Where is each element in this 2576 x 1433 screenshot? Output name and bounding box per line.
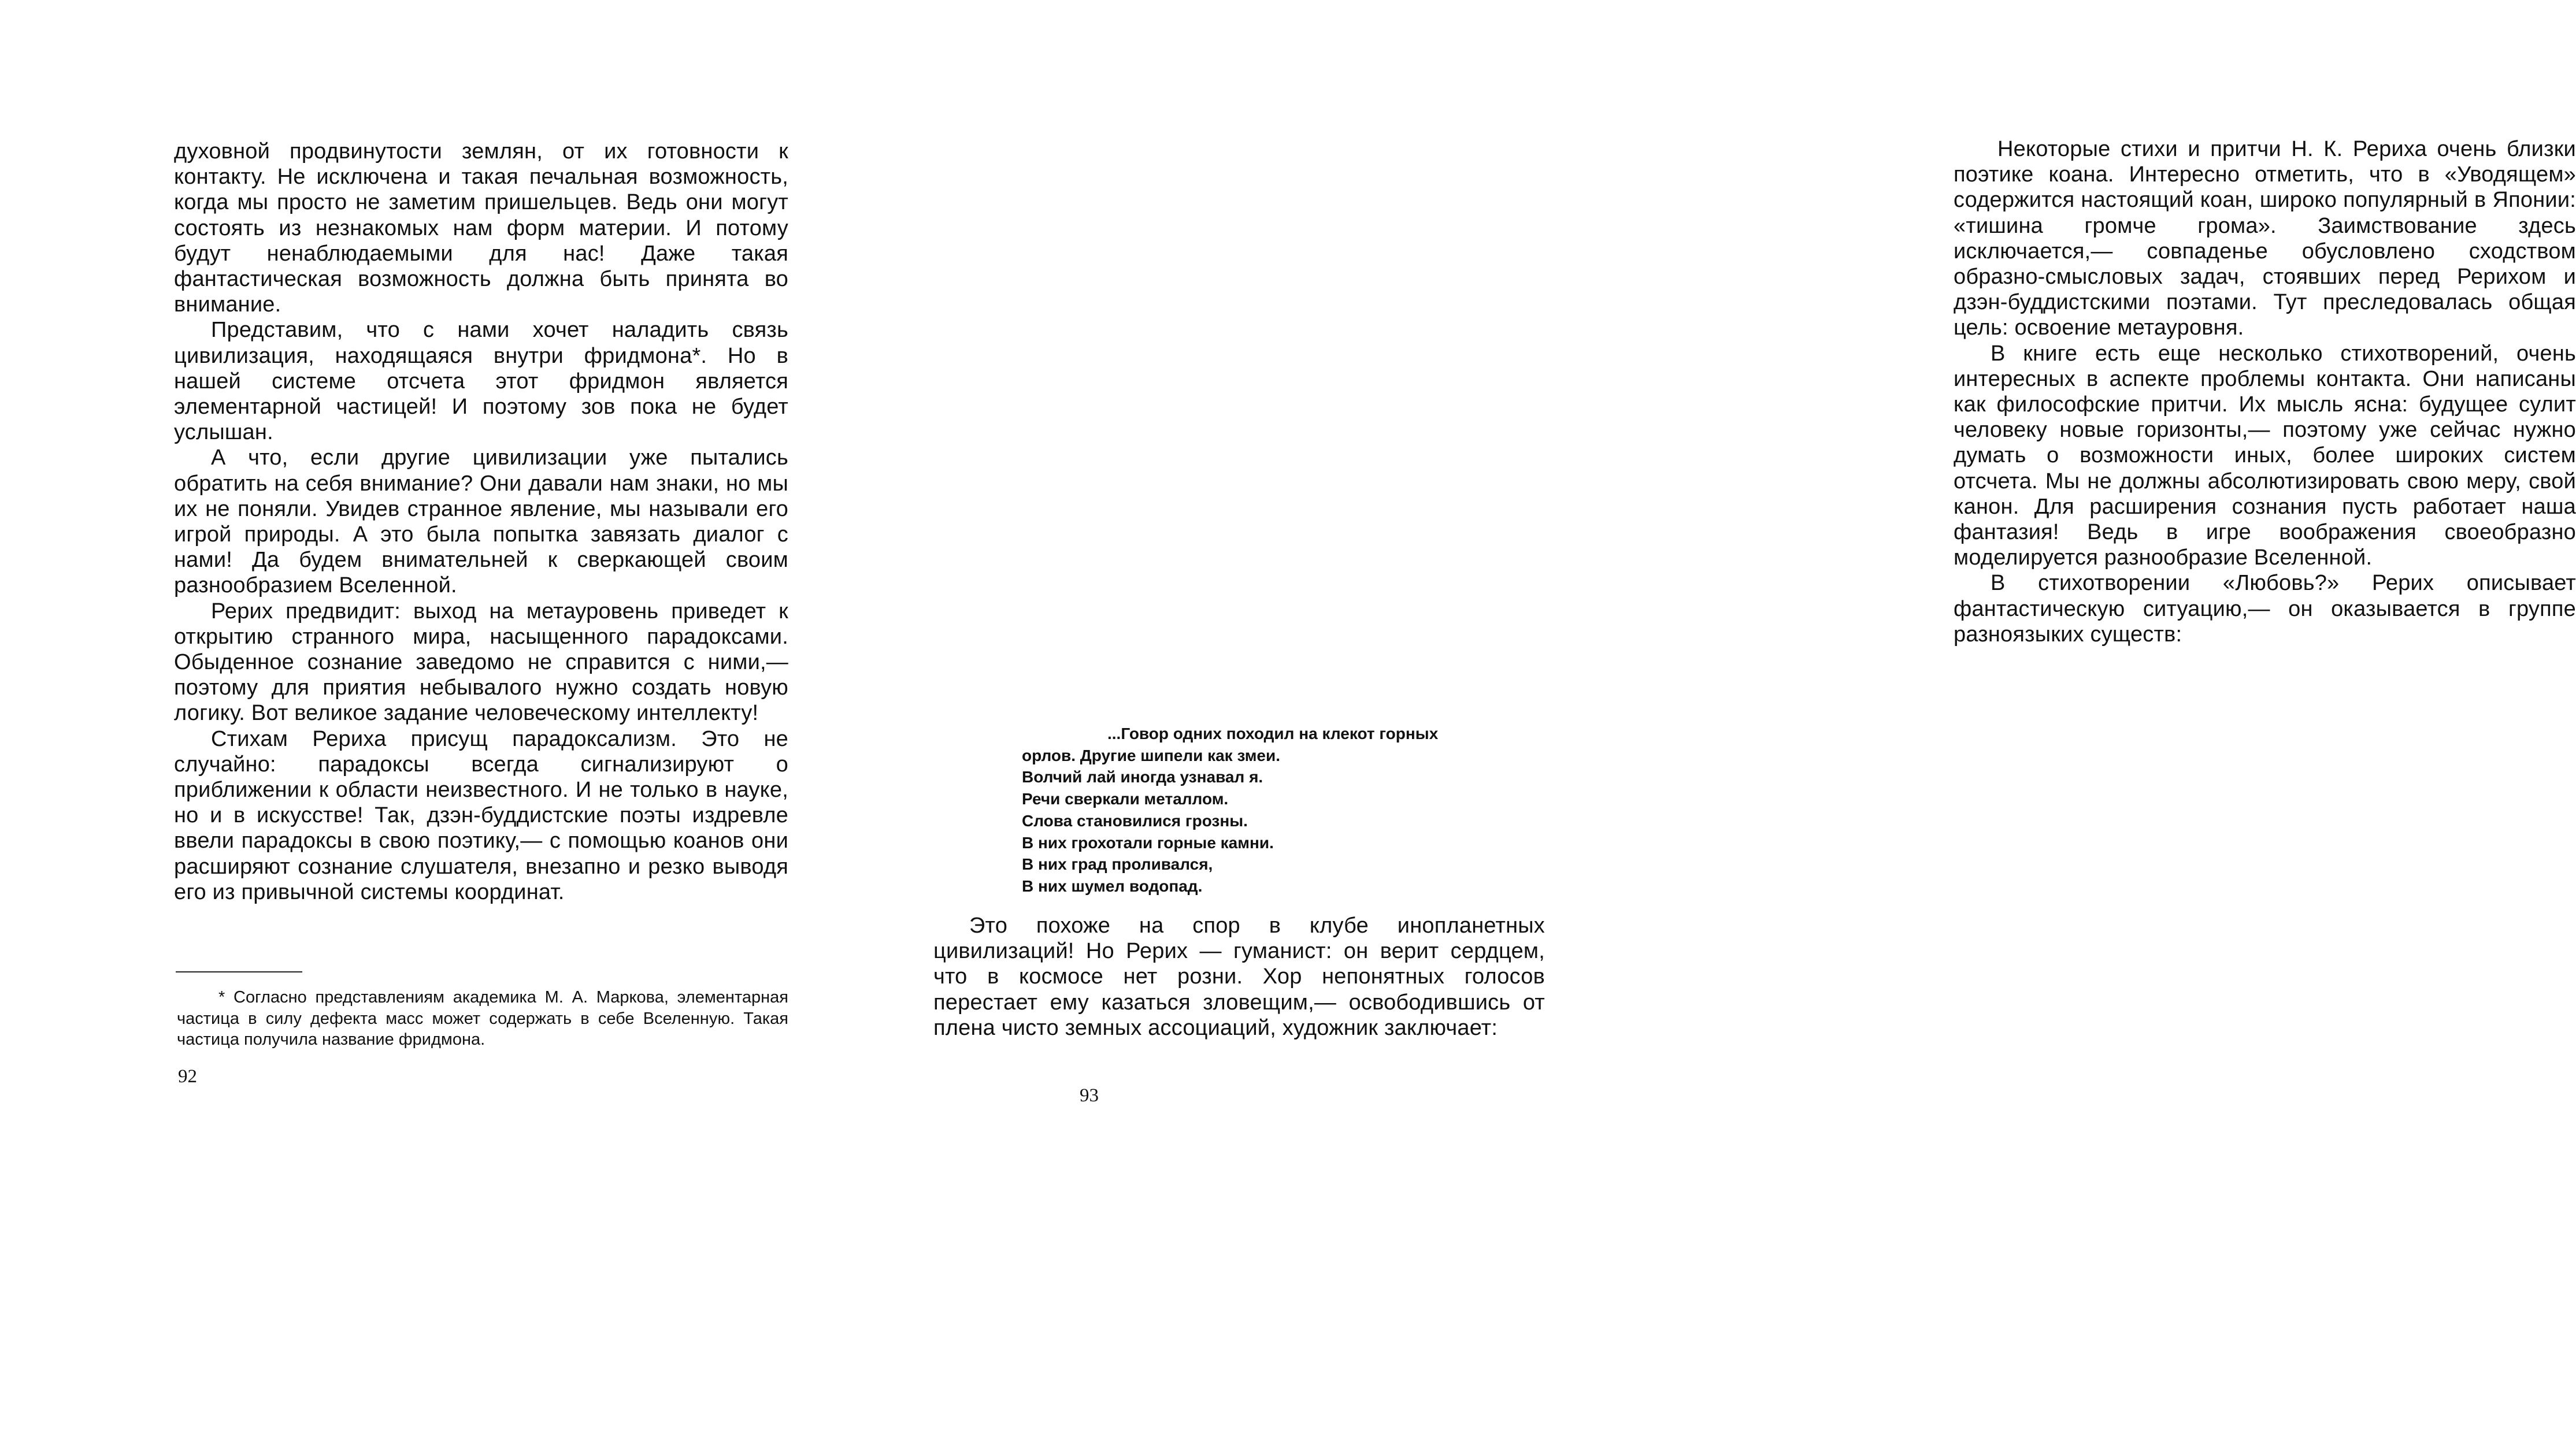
paragraph: Стихам Рериха присущ парадоксализм. Это не случайно: парадоксы всегда сигнализируют о приближении к области неизвестного. И не только в науке, но и в искусстве! Так, дзэн-буддистские поэты издревле ввели парадоксы в свою поэтику,— с помощью коанов они расширяют сознание слушателя, внезапно и резко выводя его из привычной системы координат. xyxy=(174,726,788,904)
verse-line: В них шумел водопад. xyxy=(1022,877,1203,895)
right-page-body xyxy=(1954,136,2576,647)
paragraph: Представим, что с нами хочет наладить связь цивилизация, находящаяся внутри фридмона*. Но в нашей системе отсчета этот фридмон является элементарной частицей! И поэтому зов пока не будет услышан. xyxy=(174,318,788,445)
paragraph: В книге есть еще несколько стихотворений, очень интересных в аспекте проблемы контакта. Они написаны как философские притчи. Их мысль ясна: будущее сулит человеку новые горизонты,— поэтому уже сейчас нужно думать о возможности иных, более широких систем отсчета. Мы не должны абсолютизировать свою меру, свой канон. Для расширения сознания пусть работает наша фантазия! Ведь в игре воображения своеобразно моделируется разнообразие Вселенной. xyxy=(1954,341,2576,570)
verse-quotation xyxy=(1022,723,1438,897)
footnote-divider xyxy=(176,971,302,972)
verse-line: ...Говор одних походил на клекот горных xyxy=(1107,725,1439,743)
verse-line: В них град проливался, xyxy=(1022,855,1213,874)
closing-paragraph-block xyxy=(933,913,1545,1041)
paragraph: А что, если другие цивилизации уже пытались обратить на себя внимание? Они давали нам знаки, но мы их не поняли. Увидев странное явление, мы называли его игрой природы. А это была попытка завязать диалог с нами! Да будем внимательней к сверкающей своим разнообразием Вселенной. xyxy=(174,446,788,598)
page-number-left: 92 xyxy=(178,1066,197,1087)
verse-line: Речи сверкали металлом. xyxy=(1022,790,1229,808)
verse-line: орлов. Другие шипели как змеи. xyxy=(1022,746,1280,764)
left-page-body xyxy=(174,139,788,905)
paragraph: Некоторые стихи и притчи Н. К. Рериха очень близки поэтике коана. Интересно отметить, что в «Уводящем» содержится настоящий коан, широко популярный в Японии: «тишина громче грома». Заимствование здесь исключается,— совпаденье обусловлено сходством образно-смысловых задач, стоявших перед Рерихом и дзэн-буддистскими поэтами. Тут преследовалась общая цель: освоение метауровня. xyxy=(1954,137,2576,340)
paragraph: Рерих предвидит: выход на метауровень приведет к открытию странного мира, насыщенного парадоксами. Обыденное сознание заведомо не справится с ними,— поэтому для приятия небывалого нужно создать новую логику. Вот великое задание человеческому интеллекту! xyxy=(174,599,788,726)
page-number-right: 93 xyxy=(1080,1085,1099,1106)
verse-line: Волчий лай иногда узнавал я. xyxy=(1022,768,1263,786)
verse-line: Слова становилися грозны. xyxy=(1022,811,1248,830)
paragraph: духовной продвинутости землян, от их готовности к контакту. Не исключена и такая печальная возможность, когда мы просто не заметим пришельцев. Ведь они могут состоять из незнакомых нам форм материи. И потому будут ненаблюдаемыми для нас! Даже такая фантастическая возможность должна быть принята во внимание. xyxy=(174,139,788,317)
verse-line: В них грохотали горные камни. xyxy=(1022,833,1274,852)
paragraph: В стихотворении «Любовь?» Рерих описывает фантастическую ситуацию,— он оказывается в группе разноязыких существ: xyxy=(1954,571,2576,647)
footnote: * Согласно представлениям академика М. А. Маркова, элементарная частица в силу дефекта масс может содержать в себе Вселенную. Такая частица получила название фридмона. xyxy=(177,988,788,1049)
right-page xyxy=(1014,0,2576,1433)
left-page xyxy=(0,0,1014,1433)
paragraph: Это похоже на спор в клубе инопланетных цивилизаций! Но Рерих — гуманист: он верит сердцем, что в космосе нет розни. Хор непонятных голосов перестает ему казаться зловещим,— освободившись от плена чисто земных ассоциаций, художник заключает: xyxy=(933,914,1545,1040)
